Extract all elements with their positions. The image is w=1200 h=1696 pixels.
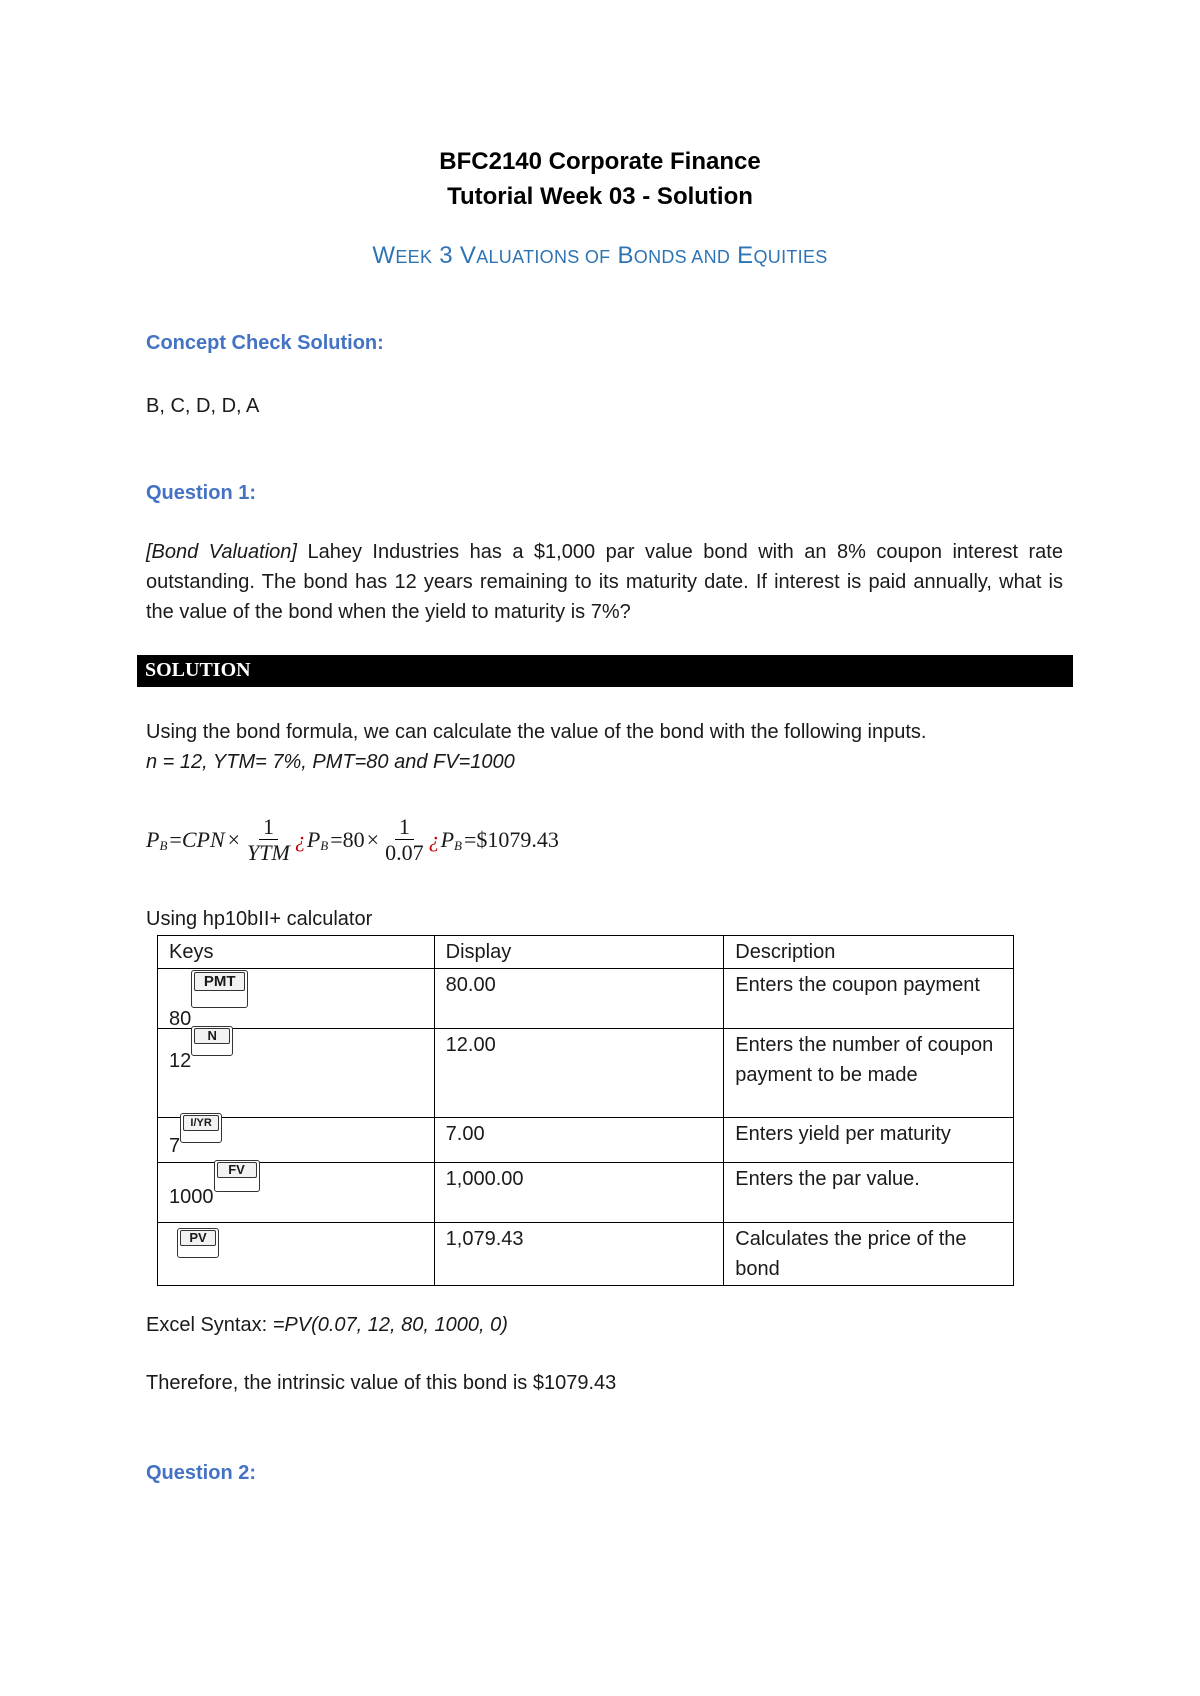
key-number: 12: [169, 1050, 192, 1072]
key-cell: [158, 1163, 435, 1223]
question1-heading: Question 1:: [146, 482, 257, 504]
key-cell: [158, 969, 435, 1029]
i-yr-key-icon: I/YR: [180, 1113, 222, 1143]
week-heading-part: EEK: [395, 247, 433, 267]
document-title: BFC2140 Corporate Finance: [439, 148, 761, 175]
display-cell: 12.00: [434, 1029, 724, 1118]
description-cell: Calculates the price of the bond: [724, 1223, 1014, 1286]
header-display: Display: [434, 936, 724, 969]
concept-check-heading: Concept Check Solution:: [146, 332, 384, 354]
week-heading-part: B: [610, 242, 634, 269]
formula-eighty: 80: [342, 827, 365, 852]
header-keys: Keys: [158, 936, 435, 969]
description-cell: Enters the par value.: [724, 1163, 1014, 1223]
key-number: 1000: [169, 1186, 214, 1208]
week-heading-part: ONDS AND: [633, 247, 731, 267]
display-cell: 7.00: [434, 1118, 724, 1163]
formula-p: P: [146, 827, 160, 852]
pv-key-icon: PV: [177, 1228, 219, 1258]
formula-red-glyph: ¿: [294, 827, 306, 852]
formula-eq: =: [169, 827, 182, 852]
formula-result: $1079.43: [476, 827, 559, 852]
n-key-icon: N: [191, 1026, 233, 1056]
key-cell: [158, 1118, 435, 1163]
solution-intro: Using the bond formula, we can calculate the value of the bond with the following inputs.: [146, 721, 927, 743]
description-cell: Enters the coupon payment: [724, 969, 1014, 1029]
week-heading-part: QUITIES: [753, 247, 828, 267]
formula-fraction-ytm: $\frac{1}{\text{YTM}}$: [247, 813, 290, 865]
question1-body: Lahey Industries has a $1,000 par value bond with an 8% coupon interest rate outstanding. The bond has 12 years remaining to its maturity date. If interest is paid annually, what is the value of the bond when the yield to maturity is 7%?: [146, 541, 1063, 623]
week-heading-part: W: [372, 242, 396, 269]
bond-formula: P B = CPN × $\frac{1}{\text{YTM}}$ ¿ P B = 80 × $\frac{1}{0.07}$ ¿ P B = $1079.43: [146, 813, 559, 865]
excel-syntax: [146, 1314, 508, 1337]
formula-times: ×: [227, 827, 241, 852]
table-row: [158, 1223, 1014, 1286]
concept-check-answers: B, C, D, D, A: [146, 395, 260, 417]
solution-label: SOLUTION: [145, 659, 251, 681]
formula-cpn: CPN: [181, 827, 225, 852]
excel-formula: =PV(0.07, 12, 80, 1000, 0): [272, 1314, 508, 1336]
document-subtitle: Tutorial Week 03 - Solution: [447, 183, 753, 210]
week-heading-part: V: [459, 242, 477, 269]
question1-text: [146, 537, 1063, 627]
table-row: [158, 1029, 1014, 1118]
excel-label: Excel Syntax:: [146, 1314, 273, 1336]
formula-fraction-rate: $\frac{1}{0.07}$: [385, 813, 424, 865]
week-heading-part: ALUATIONS OF: [476, 247, 611, 267]
display-cell: 80.00: [434, 969, 724, 1029]
question1-tag: [Bond Valuation]: [146, 541, 297, 563]
description-cell: Enters yield per maturity: [724, 1118, 1014, 1163]
key-cell: [158, 1029, 435, 1118]
key-number: 7: [169, 1135, 181, 1157]
question2-heading: Question 2:: [146, 1462, 257, 1484]
key-cell: [158, 1223, 435, 1286]
solution-bar: [137, 655, 1073, 687]
description-cell: Enters the number of coupon payment to be made: [724, 1029, 1014, 1118]
table-row: [158, 1118, 1014, 1163]
pmt-key-icon: PMT: [191, 970, 248, 1008]
table-header-row: [158, 936, 1014, 969]
calculator-table: [157, 935, 1014, 1286]
conclusion-text: Therefore, the intrinsic value of this bond is $1079.43: [146, 1372, 617, 1394]
solution-inputs: n = 12, YTM= 7%, PMT=80 and FV=1000: [146, 751, 515, 773]
fv-key-icon: FV: [214, 1160, 260, 1192]
formula-sub: B: [159, 838, 168, 853]
header-description: Description: [724, 936, 1014, 969]
calculator-intro: Using hp10bII+ calculator: [146, 908, 373, 930]
table-row: [158, 969, 1014, 1029]
display-cell: 1,079.43: [434, 1223, 724, 1286]
table-row: [158, 1163, 1014, 1223]
week-heading: [0, 242, 1200, 270]
key-number: 80: [169, 1008, 192, 1030]
display-cell: 1,000.00: [434, 1163, 724, 1223]
week-heading-part: 3: [432, 242, 460, 269]
week-heading-part: E: [730, 242, 754, 269]
